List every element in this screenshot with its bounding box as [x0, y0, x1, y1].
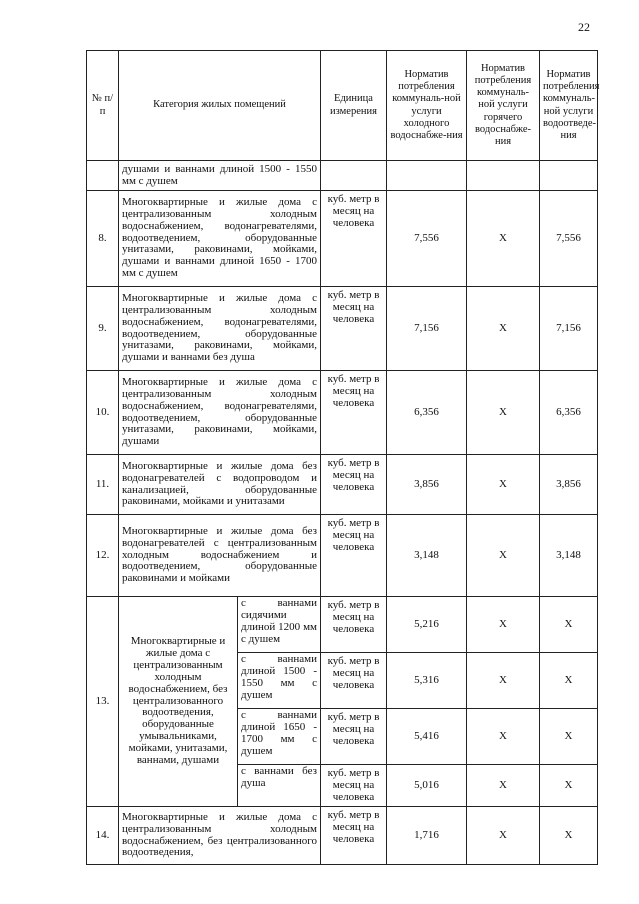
- cell-cold: 3,148: [387, 515, 467, 597]
- cell-hot: X: [467, 515, 540, 597]
- cell-unit: куб. метр в месяц на человека: [321, 709, 387, 765]
- cell-cold: 5,416: [387, 709, 467, 765]
- page-number: 22: [578, 20, 590, 34]
- header-unit: Единица измерения: [321, 51, 387, 161]
- cell-hot: X: [467, 287, 540, 371]
- cell-unit: куб. метр в месяц на человека: [321, 191, 387, 287]
- table-row: [87, 455, 598, 515]
- header-category: Категория жилых помещений: [119, 51, 321, 161]
- cell-num: 12.: [87, 515, 119, 597]
- cell-drain: 7,556: [540, 191, 598, 287]
- table-row: [87, 191, 598, 287]
- header-num: № п/п: [87, 51, 119, 161]
- cell-cold: 1,716: [387, 807, 467, 865]
- cell-unit: куб. метр в месяц на человека: [321, 515, 387, 597]
- cell-category: Многоквартирные и жилые дома с централизованным холодным водоснабжением, водонагревателями, водоотведением, оборудованные унитазами, раковинами, мойками, душами и ваннами длиной 1650 - 1700 мм с душем: [119, 191, 321, 287]
- cell-num: [87, 161, 119, 191]
- cell-category: Многоквартирные и жилые дома с централизованным холодным водоснабжением, водонагревателями, водоотведением, оборудованные унитазами, раковинами, мойками, душами и ваннами без душа: [119, 287, 321, 371]
- cell-unit: куб. метр в месяц на человека: [321, 455, 387, 515]
- cell-cold: 5,216: [387, 597, 467, 653]
- cell-cold: 5,316: [387, 653, 467, 709]
- cell-unit: куб. метр в месяц на человека: [321, 597, 387, 653]
- cell-unit: куб. метр в месяц на человека: [321, 765, 387, 807]
- cell-subcategory: с ваннами без душа: [238, 765, 321, 807]
- cell-num: 14.: [87, 807, 119, 865]
- cell-drain: X: [540, 597, 598, 653]
- cell-unit: куб. метр в месяц на человека: [321, 807, 387, 865]
- cell-cold: 5,016: [387, 765, 467, 807]
- table-row-13-sub: [87, 597, 598, 653]
- cell-category: Многоквартирные и жилые дома с централизованным холодным водоснабжением, без централизованного водоотведения,: [119, 807, 321, 865]
- cell-cold: 3,856: [387, 455, 467, 515]
- cell-category: Многоквартирные и жилые дома с централизованным холодным водоснабжением, без централизованного водоотведения, оборудованные умывальниками, мойками, унитазами, ваннами, душами: [119, 597, 238, 807]
- table-row: [87, 371, 598, 455]
- cell-drain: 3,148: [540, 515, 598, 597]
- cell-drain: 7,156: [540, 287, 598, 371]
- cell-category: Многоквартирные и жилые дома без водонагревателей с централизованным холодным водоснабжением и водоотведением, оборудованные раковинами и мойками: [119, 515, 321, 597]
- table-row-continuation: [87, 161, 598, 191]
- cell-subcategory: с ваннами длиной 1500 - 1550 мм с душем: [238, 653, 321, 709]
- cell-unit: куб. метр в месяц на человека: [321, 371, 387, 455]
- cell-hot: X: [467, 765, 540, 807]
- cell-cold: 7,156: [387, 287, 467, 371]
- table-row: [87, 515, 598, 597]
- cell-cold: 6,356: [387, 371, 467, 455]
- cell-unit: куб. метр в месяц на человека: [321, 287, 387, 371]
- cell-num: 9.: [87, 287, 119, 371]
- cell-drain: X: [540, 653, 598, 709]
- cell-drain: X: [540, 709, 598, 765]
- table-row: [87, 807, 598, 865]
- header-row: [87, 51, 598, 161]
- cell-category: душами и ваннами длиной 1500 - 1550 мм с душем: [119, 161, 321, 191]
- cell-drain: X: [540, 765, 598, 807]
- cell-drain: X: [540, 807, 598, 865]
- cell-cold: 7,556: [387, 191, 467, 287]
- cell-hot: X: [467, 653, 540, 709]
- cell-drain: 6,356: [540, 371, 598, 455]
- cell-hot: X: [467, 807, 540, 865]
- cell-hot: X: [467, 709, 540, 765]
- cell-subcategory: с ваннами сидячими длиной 1200 мм с душем: [238, 597, 321, 653]
- header-drain: Норматив потребления коммуналь-ной услуги водоотведе-ния: [540, 51, 598, 161]
- cell-num: 8.: [87, 191, 119, 287]
- cell-subcategory: с ваннами длиной 1650 - 1700 мм с душем: [238, 709, 321, 765]
- cell-hot: X: [467, 455, 540, 515]
- cell-category: Многоквартирные и жилые дома без водонагревателей с водопроводом и канализацией, оборудованные раковинами, мойками и унитазами: [119, 455, 321, 515]
- header-hot: Норматив потребления коммуналь-ной услуги горячего водоснабже-ния: [467, 51, 540, 161]
- cell-unit: [321, 161, 387, 191]
- cell-hot: X: [467, 371, 540, 455]
- cell-num: 11.: [87, 455, 119, 515]
- cell-hot: X: [467, 191, 540, 287]
- cell-hot: [467, 161, 540, 191]
- cell-num: 13.: [87, 597, 119, 807]
- water-norms-table: [86, 50, 598, 865]
- cell-num: 10.: [87, 371, 119, 455]
- header-cold: Норматив потребления коммуналь-ной услуги холодного водоснабже-ния: [387, 51, 467, 161]
- cell-category: Многоквартирные и жилые дома с централизованным холодным водоснабжением, водонагревателями, водоотведением, оборудованные унитазами, раковинами, мойками, душами: [119, 371, 321, 455]
- cell-drain: 3,856: [540, 455, 598, 515]
- cell-drain: [540, 161, 598, 191]
- cell-cold: [387, 161, 467, 191]
- cell-hot: X: [467, 597, 540, 653]
- cell-unit: куб. метр в месяц на человека: [321, 653, 387, 709]
- table-row: [87, 287, 598, 371]
